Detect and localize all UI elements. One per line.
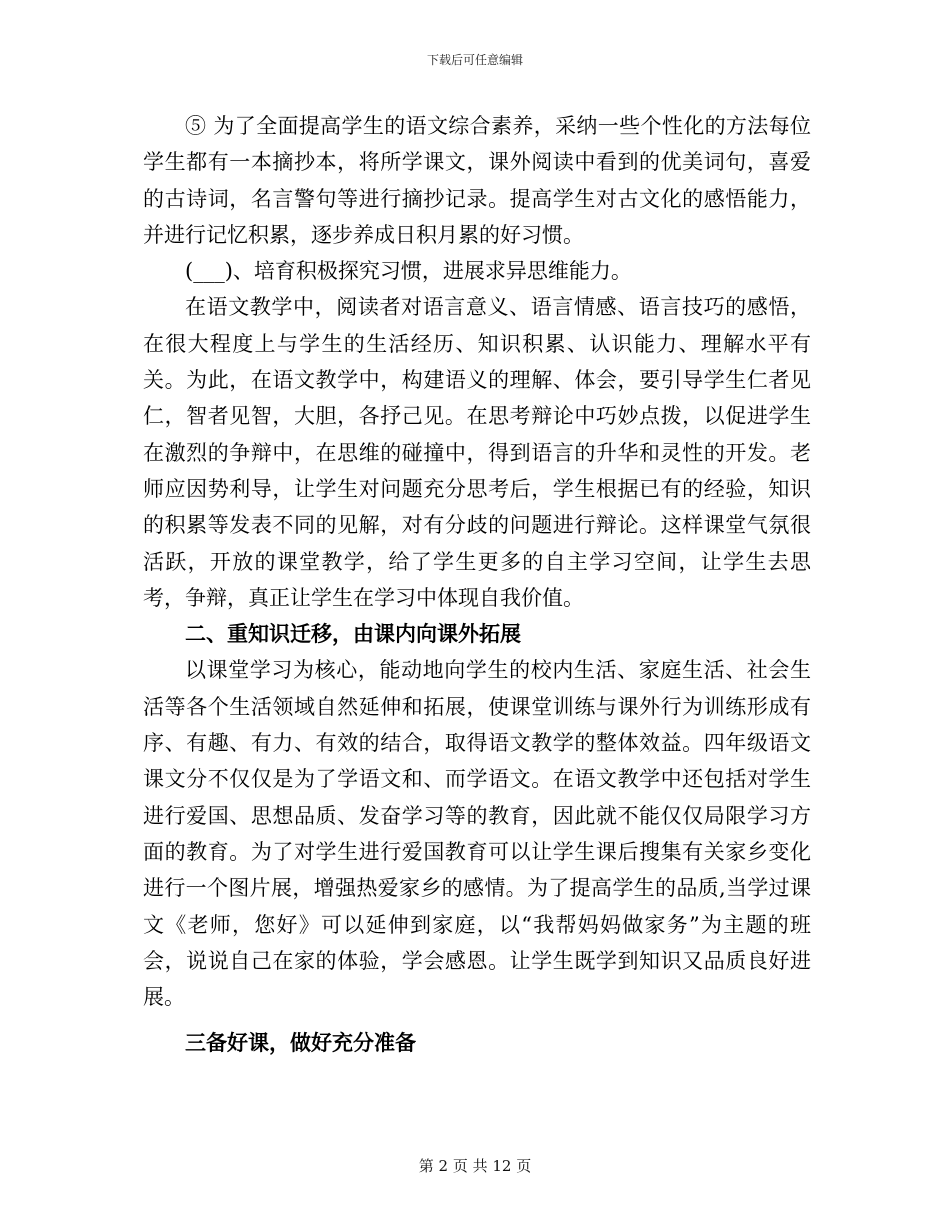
document-body	[143, 108, 811, 1062]
section-heading-lesson-prep: 三备好课，做好充分准备	[185, 1030, 416, 1056]
paragraph-excerpt-notebook: ⑤ 为了全面提高学生的语文综合素养，采纳一些个性化的方法每位学生都有一本摘抄本，将所学课文，课外阅读中看到的优美词句，喜爱的古诗词，名言警句等进行摘抄记录。提高学生对古文化的感悟能力，并进行记忆积累，逐步养成日积月累的好习惯。	[143, 114, 811, 247]
paragraph-reading-discussion: 在语文教学中，阅读者对语言意义、语言情感、语言技巧的感悟，在很大程度上与学生的生活经历、知识积累、认识能力、理解水平有关。为此，在语文教学中，构建语义的理解、体会，要引导学生仁者见仁，智者见智，大胆，各抒己见。在思考辩论中巧妙点拨，以促进学生在激烈的争辩中，在思维的碰撞中，得到语言的升华和灵性的开发。老师应因势利导，让学生对问题充分思考后，学生根据已有的经验，知识的积累等发表不同的见解，对有分歧的问题进行辩论。这样课堂气氛很活跃，开放的课堂教学，给了学生更多的自主学习空间，让学生去思考，争辩，真正让学生在学习中体现自我价值。	[143, 295, 811, 610]
page-footer: 第 2 页 共 12 页	[418, 1157, 532, 1175]
paragraph-subheading-inquiry: (___)、培育积极探究习惯，进展求异思维能力。	[185, 259, 632, 284]
paragraph-classroom-extension: 以课堂学习为核心，能动地向学生的校内生活、家庭生活、社会生活等各个生活领域自然延伸和拓展，使课堂训练与课外行为训练形成有序、有趣、有力、有效的结合，取得语文教学的整体效益。四年级语文课文分不仅仅是为了学语文和、而学语文。在语文教学中还包括对学生进行爱国、思想品质、发奋学习等的教育，因此就不能仅仅局限学习方面的教育。为了对学生进行爱国教育可以让学生课后搜集有关家乡变化进行一个图片展，增强热爱家乡的感情。为了提高学生的品质,当学过课文《老师，您好》可以延伸到家庭，以“我帮妈妈做家务”为主题的班会，说说自己在家的体验，学会感恩。让学生既学到知识又品质良好进展。	[143, 658, 811, 1010]
page-header: 下载后可任意编辑	[426, 53, 523, 67]
section-heading-knowledge-transfer: 二、重知识迁移，由课内向课外拓展	[185, 621, 521, 647]
